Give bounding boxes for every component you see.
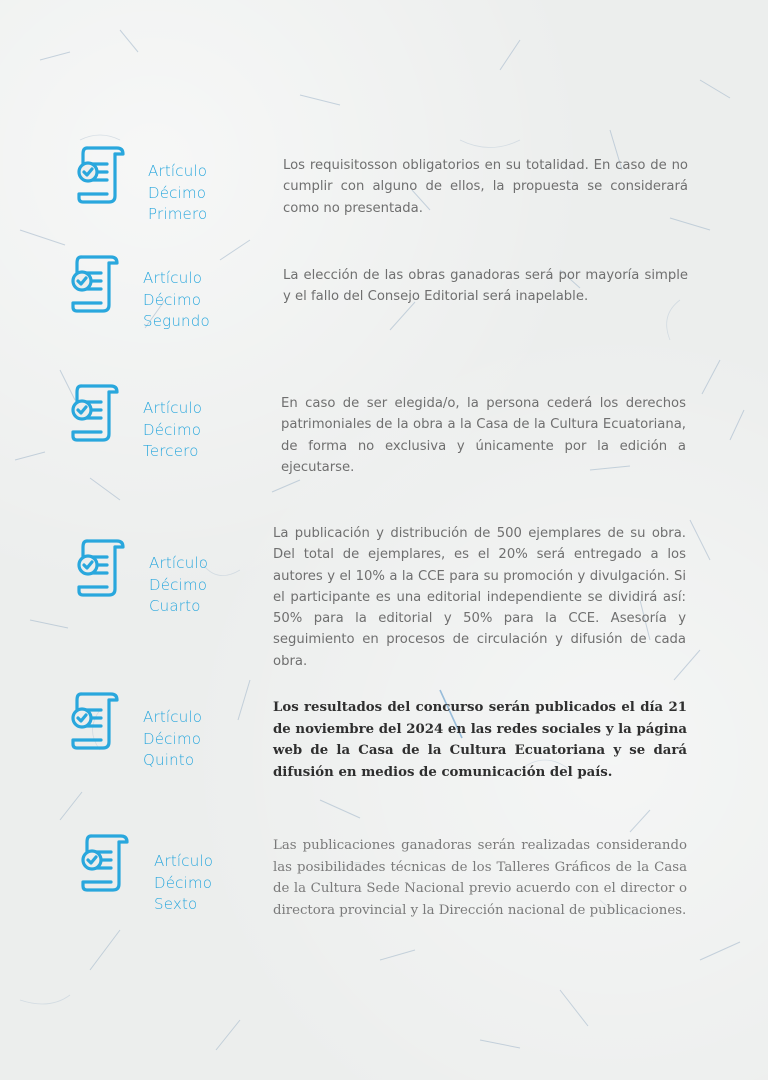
article-label: Artículo Décimo Cuarto <box>149 554 209 615</box>
article-label: Artículo Décimo Sexto <box>154 852 214 913</box>
article-text: La elección de las obras ganadoras será por mayoría simple y el fallo del Consejo Editorial será inapelable. <box>283 268 688 305</box>
document-check-icon <box>71 690 121 752</box>
article-label: Artículo Décimo Primero <box>148 162 208 223</box>
article-label: Artículo Décimo Quinto <box>143 708 203 769</box>
article-label: Artículo Décimo Segundo <box>143 269 210 330</box>
article-text: Los requisitosson obligatorios en su totalidad. En caso de no cumplir con alguno de ellos, la propuesta se considerará como no presentada. <box>283 158 688 216</box>
document-check-icon <box>77 537 127 599</box>
article-text: La publicación y distribución de 500 ejemplares de su obra. Del total de ejemplares, es el 20% será entregado a los autores y el 10% a la CCE para su promoción y divulgación. Si el participante es una editorial independiente se dividirá así: 50% para la editorial y 50% para la CCE. Asesoría y seguimiento en procesos de circulación y difusión de cada obra. <box>273 526 686 669</box>
document-check-icon <box>71 253 121 315</box>
article-text: Los resultados del concurso serán publicados el día 21 de noviembre del 2024 en las redes sociales y la página web de la Casa de la Cultura Ecuatoriana y se dará difusión en medios de comunicación del país. <box>273 700 687 780</box>
article-text: En caso de ser elegida/o, la persona cederá los derechos patrimoniales de la obra a la Casa de la Cultura Ecuatoriana, de forma no exclusiva y únicamente por la edición a ejecutarse. <box>281 396 686 475</box>
document-check-icon <box>71 382 121 444</box>
document-check-icon <box>81 832 131 894</box>
document-check-icon <box>77 144 127 206</box>
article-text: Las publicaciones ganadoras serán realizadas considerando las posibilidades técnicas de los Talleres Gráficos de la Casa de la Cultura Sede Nacional previo acuerdo con el director o directora provincial y la Dirección nacional de publicaciones. <box>273 838 687 918</box>
article-label: Artículo Décimo Tercero <box>143 399 203 460</box>
